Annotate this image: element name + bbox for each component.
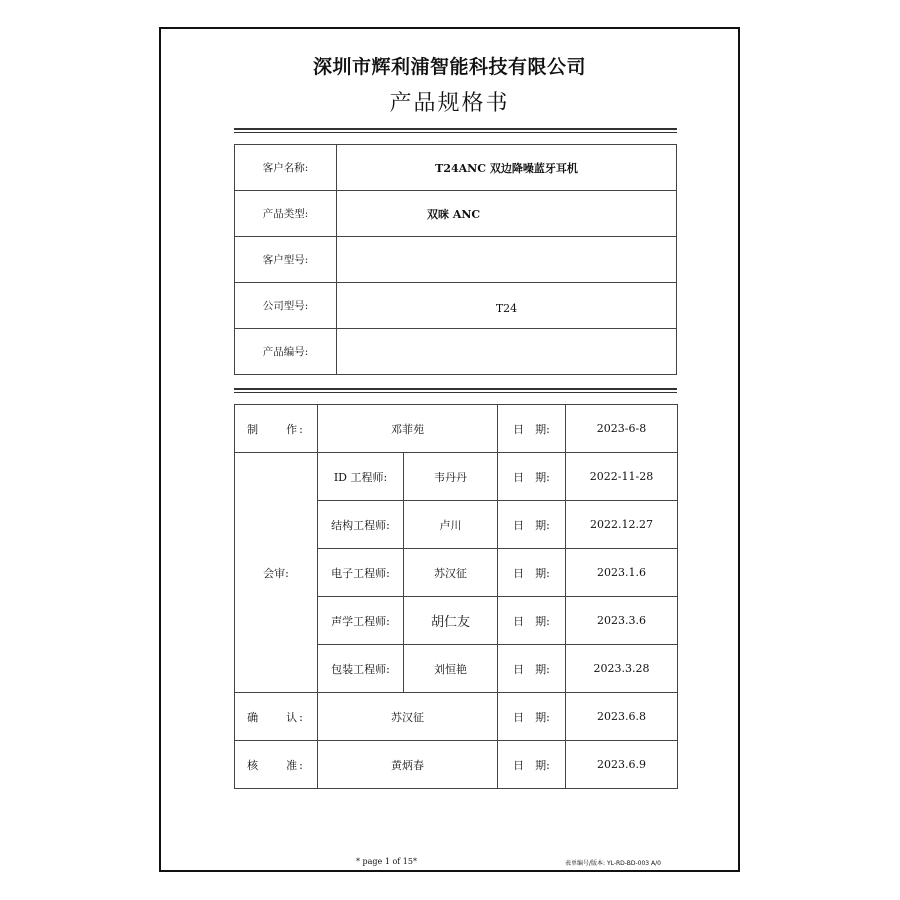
confirm-date: 2023.6.8	[566, 693, 678, 741]
table-row	[235, 191, 677, 237]
page-number: * page 1 of 15*	[356, 857, 417, 866]
header-rule-thick	[234, 128, 677, 130]
document-title: 产品规格书	[389, 91, 510, 116]
form-number: 表单编号/版本: YL-RD-BD-003 A/0	[565, 860, 661, 867]
reviewer-date: 2023.1.6	[566, 549, 678, 597]
product-code-label: 产品编号:	[235, 329, 337, 375]
reviewer-role: 声学工程师:	[318, 597, 404, 645]
date-label: 日 期:	[498, 405, 566, 453]
date-label: 日 期:	[498, 645, 566, 693]
reviewer-role: 包装工程师:	[318, 645, 404, 693]
date-label: 日 期:	[498, 693, 566, 741]
header-rule-thin	[234, 132, 677, 133]
reviewer-name: 苏汉征	[404, 549, 498, 597]
customer-model-label: 客户型号:	[235, 237, 337, 283]
reviewer-name: 刘恒艳	[404, 645, 498, 693]
date-label: 日 期:	[498, 597, 566, 645]
table-row	[235, 693, 678, 741]
date-label: 日 期:	[498, 741, 566, 789]
approve-label: 核 准:	[235, 741, 318, 789]
reviewer-role: ID 工程师:	[318, 453, 404, 501]
reviewer-name: 韦丹丹	[404, 453, 498, 501]
review-label: 会审:	[235, 453, 318, 693]
approval-table	[234, 404, 678, 789]
reviewer-name: 胡仁友	[404, 597, 498, 645]
reviewer-name: 卢川	[404, 501, 498, 549]
confirm-label: 确 认:	[235, 693, 318, 741]
company-name: 深圳市辉利浦智能科技有限公司	[312, 56, 586, 78]
date-label: 日 期:	[498, 453, 566, 501]
reviewer-role: 电子工程师:	[318, 549, 404, 597]
date-label: 日 期:	[498, 549, 566, 597]
section-rule-thin	[234, 392, 677, 393]
table-row	[235, 145, 677, 191]
table-row	[235, 453, 678, 501]
product-type-label: 产品类型:	[235, 191, 337, 237]
table-row	[235, 237, 677, 283]
reviewer-date: 2022-11-28	[566, 453, 678, 501]
product-info-table	[234, 144, 677, 375]
date-label: 日 期:	[498, 501, 566, 549]
customer-model-value	[337, 237, 677, 283]
reviewer-date: 2023.3.6	[566, 597, 678, 645]
product-code-value	[337, 329, 677, 375]
product-type-value: 双咪 ANC	[337, 191, 677, 237]
approve-name: 黄炳春	[318, 741, 498, 789]
reviewer-role: 结构工程师:	[318, 501, 404, 549]
table-row	[235, 283, 677, 329]
table-row	[235, 405, 678, 453]
company-model-label: 公司型号:	[235, 283, 337, 329]
table-row	[235, 741, 678, 789]
made-name: 邓菲苑	[318, 405, 498, 453]
approve-date: 2023.6.9	[566, 741, 678, 789]
table-row	[235, 329, 677, 375]
company-model-value: T24	[337, 283, 677, 329]
reviewer-date: 2023.3.28	[566, 645, 678, 693]
made-date: 2023-6-8	[566, 405, 678, 453]
made-label: 制 作:	[235, 405, 318, 453]
confirm-name: 苏汉征	[318, 693, 498, 741]
customer-name-label: 客户名称:	[235, 145, 337, 191]
reviewer-date: 2022.12.27	[566, 501, 678, 549]
section-rule-thick	[234, 388, 677, 390]
customer-name-value: T24ANC 双边降噪蓝牙耳机	[337, 145, 677, 191]
